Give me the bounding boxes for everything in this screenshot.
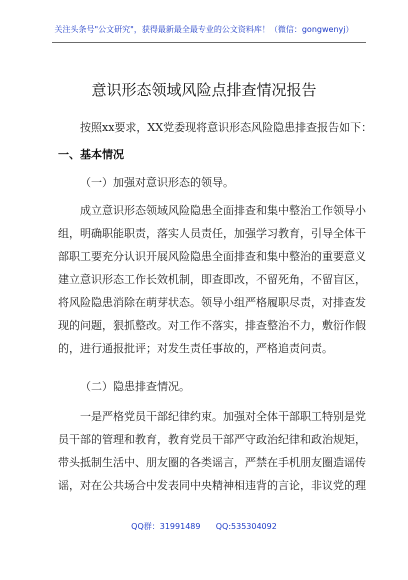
intro-paragraph: 按照xx要求，XX党委现将意识形态风险隐患排查报告如下： (80, 121, 373, 134)
header-divider (52, 42, 366, 43)
subsection-heading-2: （二）隐患排查情况。 (80, 380, 190, 393)
page-title: 意识形态领域风险点排查情况报告 (91, 81, 317, 99)
footer-contact: QQ群：31991489 QQ:535304092 (131, 522, 277, 531)
section-heading-basic: 一、基本情况 (58, 148, 124, 161)
paragraph-discipline: 一是严格党员干部纪律约束。加强对全体干部职工特别是党员干部的管理和教育，教育党员干部严守政治纪律和政治规矩，带头抵制生活中、朋友圈的各类谣言，严禁在手机朋友圈造谣传谣，对在公共场合中发表同中央精神相违背的言论，非议党的理 (58, 410, 366, 492)
header-banner: 关注头条号"公文研究"，获得最新最全最专业的公文资料库！（微信：gongwenyj） (54, 25, 354, 34)
paragraph-leadership: 成立意识形态领域风险隐患全面排查和集中整治工作领导小组，明确职能职责，落实人员责任，加强学习教育，引导全体干部职工要充分认识开展风险隐患全面排查和集中整治的重要意义建立意识形态工作长效机制，即查即改，不留死角，不留盲区，将风险隐患消除在萌芽状态。领导小组严格履职尽责，对排查发现的问题，狠抓整改。对工作不落实，排查整治不力，敷衍作假的，进行通报批评；对发生责任事故的，严格追责问责。 (58, 204, 366, 355)
subsection-heading-1: （一）加强对意识形态的领导。 (80, 176, 234, 189)
